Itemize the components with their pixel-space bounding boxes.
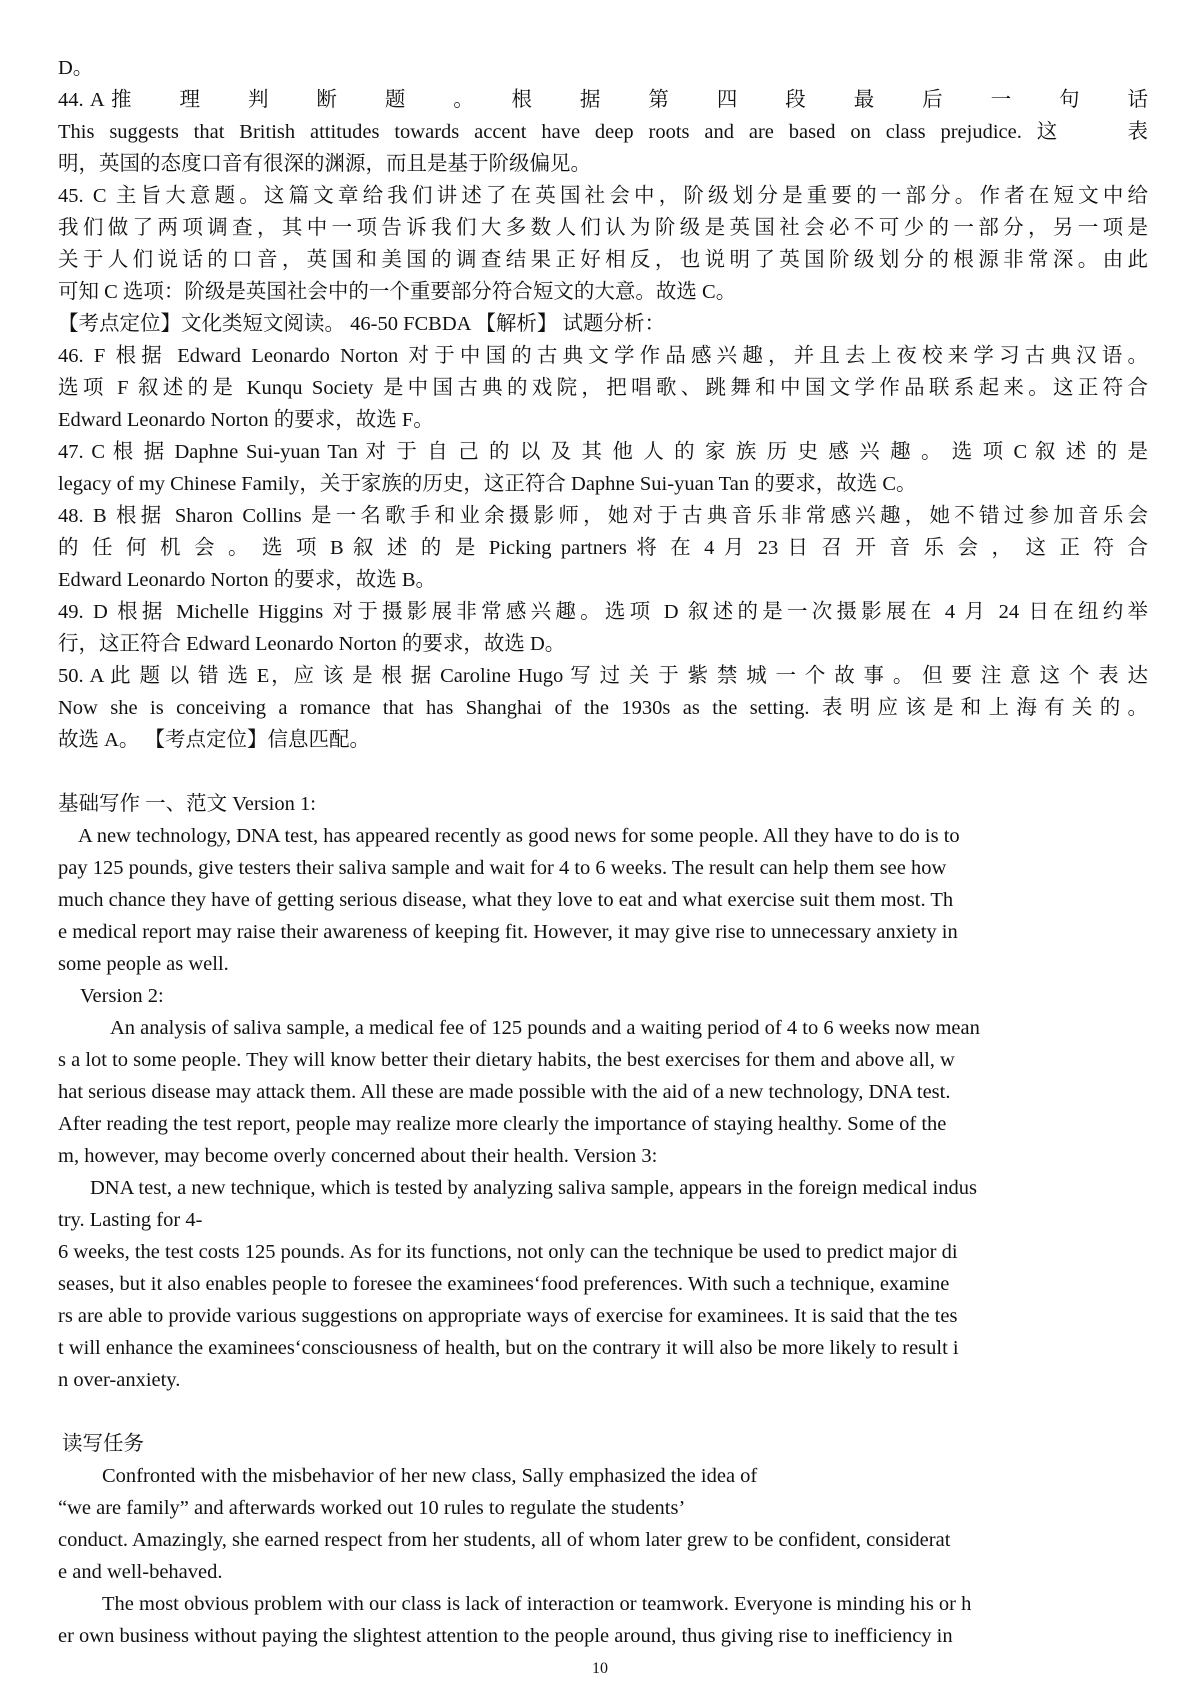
- text-line: m, however, may become overly concerned about their health. Version 3:: [58, 1145, 658, 1167]
- text-line: s a lot to some people. They will know better their dietary habits, the best exercises for them and above all, w: [58, 1049, 955, 1071]
- text-line: The most obvious problem with our class is lack of interaction or teamwork. Everyone is minding his or h: [102, 1593, 972, 1615]
- text-line: DNA test, a new technique, which is tested by analyzing saliva sample, appears in the foreign medical indus: [90, 1177, 977, 1199]
- text-line: 48. B 根据 Sharon Collins 是一名歌手和业余摄影师，她对于古典音乐非常感兴趣，她不错过参加音乐会: [58, 505, 1148, 527]
- text-line: Edward Leonardo Norton 的要求，故选 F。: [58, 409, 434, 431]
- page-number: 10: [592, 1660, 608, 1677]
- text-line: 【考点定位】文化类短文阅读。 46-50 FCBDA 【解析】 试题分析：: [58, 313, 666, 335]
- text-line: e medical report may raise their awareness of keeping fit. However, it may give rise to unnecessary anxiety in: [58, 921, 958, 943]
- text-line: conduct. Amazingly, she earned respect from her students, all of whom later grew to be confident, considerat: [58, 1529, 951, 1551]
- text-line: This suggests that British attitudes towards accent have deep roots and are based on class prejudice. 这 表: [58, 121, 1148, 143]
- text-line: D。: [58, 57, 94, 79]
- text-line: 基础写作 一、范文 Version 1:: [58, 793, 316, 815]
- text-line: rs are able to provide various suggestions on appropriate ways of exercise for examinees. It is said that the tes: [58, 1305, 958, 1327]
- text-line: n over-anxiety.: [58, 1369, 181, 1391]
- text-line: 50. A 此 题 以 错 选 E，应 该 是 根 据 Caroline Hugo 写 过 关 于 紫 禁 城 一 个 故 事 。 但 要 注 意 这 个 表 达: [58, 665, 1148, 687]
- text-line: 49. D 根据 Michelle Higgins 对于摄影展非常感兴趣。选项 D 叙述的是一次摄影展在 4 月 24 日在纽约举: [58, 601, 1148, 623]
- text-line: An analysis of saliva sample, a medical fee of 125 pounds and a waiting period of 4 to 6 weeks now mean: [110, 1017, 980, 1039]
- text-line: 我们做了两项调查，其中一项告诉我们大多数人们认为阶级是英国社会必不可少的一部分，另一项是: [58, 217, 1148, 239]
- text-line: t will enhance the examinees‘consciousness of health, but on the contrary it will also be more likely to result i: [58, 1337, 959, 1359]
- text-line: 可知 C 选项：阶级是英国社会中的一个重要部分符合短文的大意。故选 C。: [58, 281, 737, 303]
- text-line: 读写任务: [62, 1433, 144, 1455]
- text-line: 47. C 根 据 Daphne Sui-yuan Tan 对 于 自 己 的 以 及 其 他 人 的 家 族 历 史 感 兴 趣 。 选 项 C 叙 述 的 是: [58, 441, 1148, 463]
- text-line: 6 weeks, the test costs 125 pounds. As for its functions, not only can the technique be used to predict major di: [58, 1241, 958, 1263]
- text-line: “we are family” and afterwards worked out 10 rules to regulate the students’: [58, 1497, 686, 1519]
- text-line: legacy of my Chinese Family，关于家族的历史，这正符合 Daphne Sui-yuan Tan 的要求，故选 C。: [58, 473, 917, 495]
- text-line: 关于人们说话的口音，英国和美国的调查结果正好相反，也说明了英国阶级划分的根源非常深。由此: [58, 249, 1148, 271]
- text-line: some people as well.: [58, 953, 229, 975]
- text-line: 明，英国的态度口音有很深的渊源，而且是基于阶级偏见。: [58, 153, 591, 175]
- text-line: much chance they have of getting serious disease, what they love to eat and what exercise suit them most. Th: [58, 889, 954, 911]
- text-line: 45. C 主旨大意题。这篇文章给我们讲述了在英国社会中，阶级划分是重要的一部分。作者在短文中给: [58, 185, 1148, 207]
- text-line: hat serious disease may attack them. All these are made possible with the aid of a new technology, DNA test.: [58, 1081, 951, 1103]
- text-line: 44. A 推 理 判 断 题 。 根 据 第 四 段 最 后 一 句 话: [58, 89, 1148, 111]
- text-line: e and well-behaved.: [58, 1561, 223, 1583]
- text-line: pay 125 pounds, give testers their saliva sample and wait for 4 to 6 weeks. The result can help them see how: [58, 857, 947, 879]
- text-line: Now she is conceiving a romance that has Shanghai of the 1930s as the setting. 表明应该是和上海有关的。: [58, 697, 1148, 719]
- text-line: try. Lasting for 4-: [58, 1209, 203, 1231]
- text-line: After reading the test report, people may realize more clearly the importance of staying healthy. Some of the: [58, 1113, 947, 1135]
- text-line: 故选 A。 【考点定位】信息匹配。: [58, 729, 371, 751]
- text-line: A new technology, DNA test, has appeared recently as good news for some people. All they have to do is to: [78, 825, 960, 847]
- text-line: 46. F 根据 Edward Leonardo Norton 对于中国的古典文学作品感兴趣，并且去上夜校来学习古典汉语。: [58, 345, 1148, 367]
- text-line: 选项 F 叙述的是 Kunqu Society 是中国古典的戏院，把唱歌、跳舞和中国文学作品联系起来。这正符合: [58, 377, 1148, 399]
- text-line: Edward Leonardo Norton 的要求，故选 B。: [58, 569, 437, 591]
- text-line: Confronted with the misbehavior of her new class, Sally emphasized the idea of: [102, 1465, 758, 1487]
- text-line: 行，这正符合 Edward Leonardo Norton 的要求，故选 D。: [58, 633, 566, 655]
- text-line: Version 2:: [80, 985, 164, 1007]
- text-line: seases, but it also enables people to foresee the examinees‘food preferences. With such a technique, examine: [58, 1273, 950, 1295]
- text-line: 的 任 何 机 会 。 选 项 B 叙 述 的 是 Picking partners 将 在 4 月 23 日 召 开 音 乐 会 ， 这 正 符 合: [58, 537, 1148, 559]
- text-line: er own business without paying the slightest attention to the people around, thus giving rise to inefficiency in: [58, 1625, 953, 1647]
